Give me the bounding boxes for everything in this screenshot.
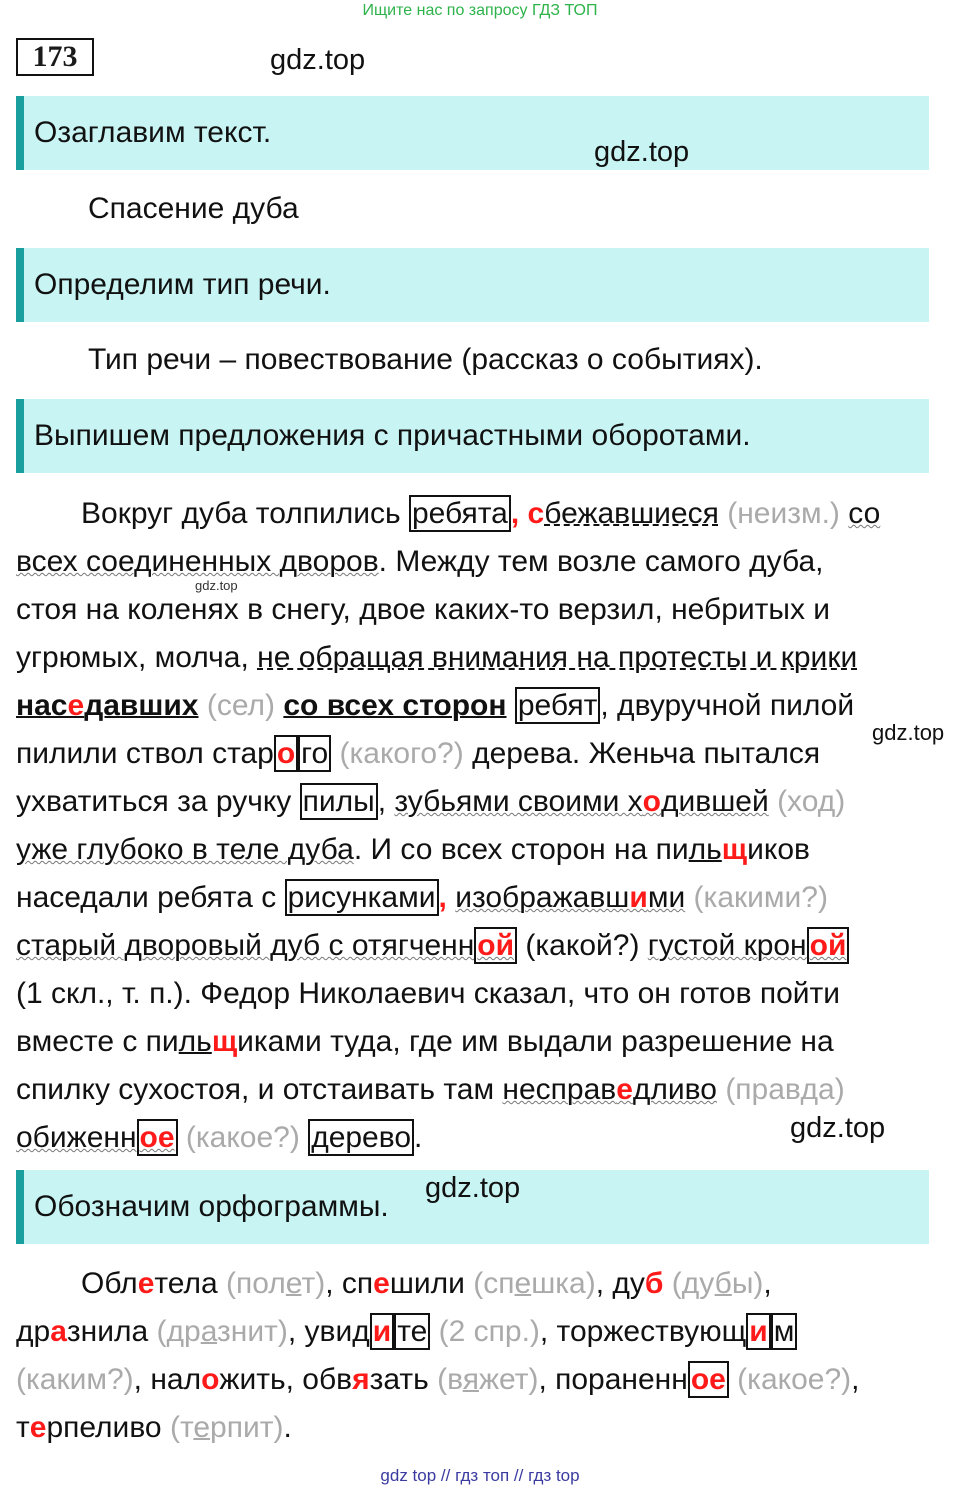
- bottom-banner[interactable]: gdz top // гдз топ // гдз top: [380, 1466, 580, 1485]
- watermark: gdz.top: [872, 720, 945, 745]
- watermark: gdz.top: [594, 136, 690, 168]
- watermark: gdz.top: [270, 44, 366, 76]
- section-sentences-text: Выпишем предложения с причастными оборотами.: [34, 419, 751, 452]
- section-orthograms-text: Обозначим орфограммы.: [34, 1190, 389, 1223]
- section-heading-title: [16, 96, 929, 170]
- orthograms-paragraph: Облетела (полет), спешили (спешка), дуб (дубы), дразнила (дразнит), увид и те (2 спр.), торжествующ и м (каким?), наложить, обвязать (вяжет), пораненн ое (какое?), терпеливо (терпит).: [16, 1267, 860, 1444]
- watermark: gdz.top: [425, 1172, 521, 1204]
- top-banner[interactable]: Ищите нас по запросу ГДЗ ТОП: [362, 2, 598, 19]
- section-title-text: Озаглавим текст.: [34, 116, 272, 149]
- task-number: 173: [16, 38, 94, 76]
- watermark: gdz.top: [195, 578, 238, 593]
- sentences-paragraph: Вокруг дуба толпились ребята , сбежавшиеся (неизм.) со всех соединенных дворов. Между тем возле самого дуба, стоя на коленях в снегу, двое каких-то верзил, небритых и угрюмых, молча, не обращая внимания на протесты и крики наседавших (сел) со всех сторон ребят , двуручной пилой пилили ствол стар о го (какого?) дерева. Женьча пытался ухватиться за ручку пилы , зубьями своими ходившей (ход) уже глубоко в теле дуба. И со всех сторон на пильщиков наседали ребята с рисунками , изображавшими (какими?) старый дворовый дуб с отягченн ой (какой?) густой крон ой (1 скл., т. п.). Федор Николаевич сказал, что он готов пойти вместе с пильщиками туда, где им выдали разрешение на спилку сухостоя, и отстаивать там несправедливо (правда) обиженн ое (какое?) дерево .: [16, 497, 881, 1154]
- section-speech-type-text: Определим тип речи.: [34, 268, 331, 301]
- section-heading-sentences: [16, 399, 929, 473]
- title-answer: Спасение дуба: [88, 192, 299, 225]
- watermark: gdz.top: [790, 1112, 886, 1144]
- section-heading-speech-type: [16, 248, 929, 322]
- speech-type-answer: Тип речи – повествование (рассказ о событиях).: [88, 343, 763, 376]
